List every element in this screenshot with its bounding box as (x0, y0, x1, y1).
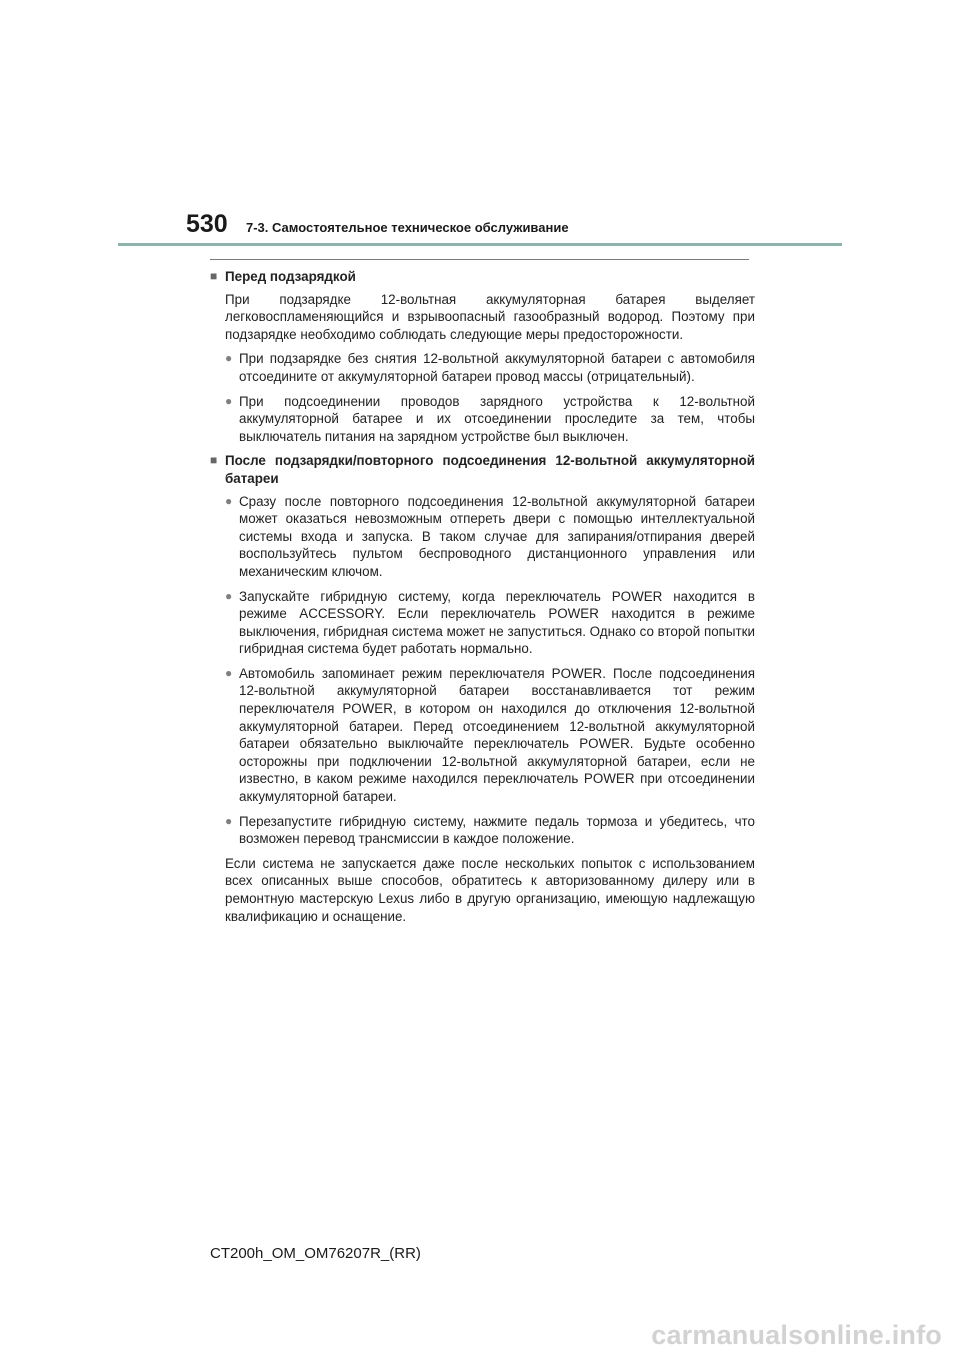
list-item (225, 665, 755, 806)
square-bullet-icon: ■ (210, 453, 218, 468)
document-code: CT200h_OM_OM76207R_(RR) (210, 1245, 421, 1262)
section-heading (210, 452, 755, 487)
content-body (210, 268, 755, 932)
square-bullet-icon: ■ (210, 269, 218, 283)
list-item (225, 588, 755, 658)
watermark: carmanualsonline.info (651, 1320, 942, 1350)
section-intro: При подзарядке 12-вольтная аккумуляторная батарея выделяет легковоспламеняющийся и взрывоопасный газообразный водород. Поэтому при подзарядке необходимо соблюдать следующие меры предосторожности. (225, 291, 755, 342)
list-item (225, 350, 755, 385)
list-item-text: При подзарядке без снятия 12-вольтной аккумуляторной батареи с автомобиля отсоедините от аккумуляторной батареи провод массы (отрицательный). (239, 351, 755, 384)
circle-bullet-icon: ● (225, 588, 233, 603)
circle-bullet-icon: ● (225, 393, 233, 408)
list-item (225, 493, 755, 581)
closing-paragraph: Если система не запускается даже после нескольких попыток с использованием всех описанных выше способов, обратитесь к авторизованному дилеру или в ремонтную мастерскую Lexus либо в другую организацию, имеющую надлежащую квалификацию и оснащение. (225, 855, 755, 924)
list-item-text: Запускайте гибридную систему, когда переключатель POWER находится в режиме ACCESSORY. Если переключатель POWER находится в режиме выключения, гибридная система может не запуститься. Однако со второй попытки гибридная система будет работать нормально. (239, 588, 755, 657)
content-rule (210, 259, 749, 260)
section-heading-text: Перед подзарядкой (225, 269, 356, 284)
page-number: 530 (186, 210, 228, 238)
header-rule (118, 243, 842, 246)
list-item-text: Сразу после повторного подсоединения 12-вольтной аккумуляторной батареи может оказаться невозможным отпереть двери с помощью интеллектуальной системы входа и запуска. В таком случае для запирания/отпирания дверей воспользуйтесь пультом беспроводного дистанционного управления или механическим ключом. (239, 493, 755, 579)
circle-bullet-icon: ● (225, 813, 233, 828)
circle-bullet-icon: ● (225, 493, 233, 508)
list-item-text: Перезапустите гибридную систему, нажмите педаль тормоза и убедитесь, что возможен перевод трансмиссии в каждое положение. (239, 813, 755, 847)
circle-bullet-icon: ● (225, 351, 233, 366)
section-heading-text: После подзарядки/повторного подсоединения 12-вольтной аккумуляторной батареи (225, 453, 755, 486)
list-item (225, 813, 755, 848)
list-item-text: Автомобиль запоминает режим переключателя POWER. После подсоединения 12-вольтной аккумуляторной батареи восстанавливается тот режим переключателя POWER, в котором он находился до отключения 12-вольтной аккумуляторной батареи. Перед отсоединением 12-вольтной аккумуляторной батареи обязательно выключайте переключатель POWER. Будьте особенно осторожны при подключении 12-вольтной аккумуляторной батареи, если не известно, в каком режиме находился переключатель POWER при отсоединении аккумуляторной батареи. (239, 665, 755, 805)
circle-bullet-icon: ● (225, 665, 233, 680)
section-heading (210, 268, 755, 286)
section-title: 7-3. Самостоятельное техническое обслуживание (246, 220, 569, 235)
list-item (225, 393, 755, 446)
list-item-text: При подсоединении проводов зарядного устройства к 12-вольтной аккумуляторной батарее и их отсоединении проследите за тем, чтобы выключатель питания на зарядном устройстве был выключен. (239, 393, 755, 444)
